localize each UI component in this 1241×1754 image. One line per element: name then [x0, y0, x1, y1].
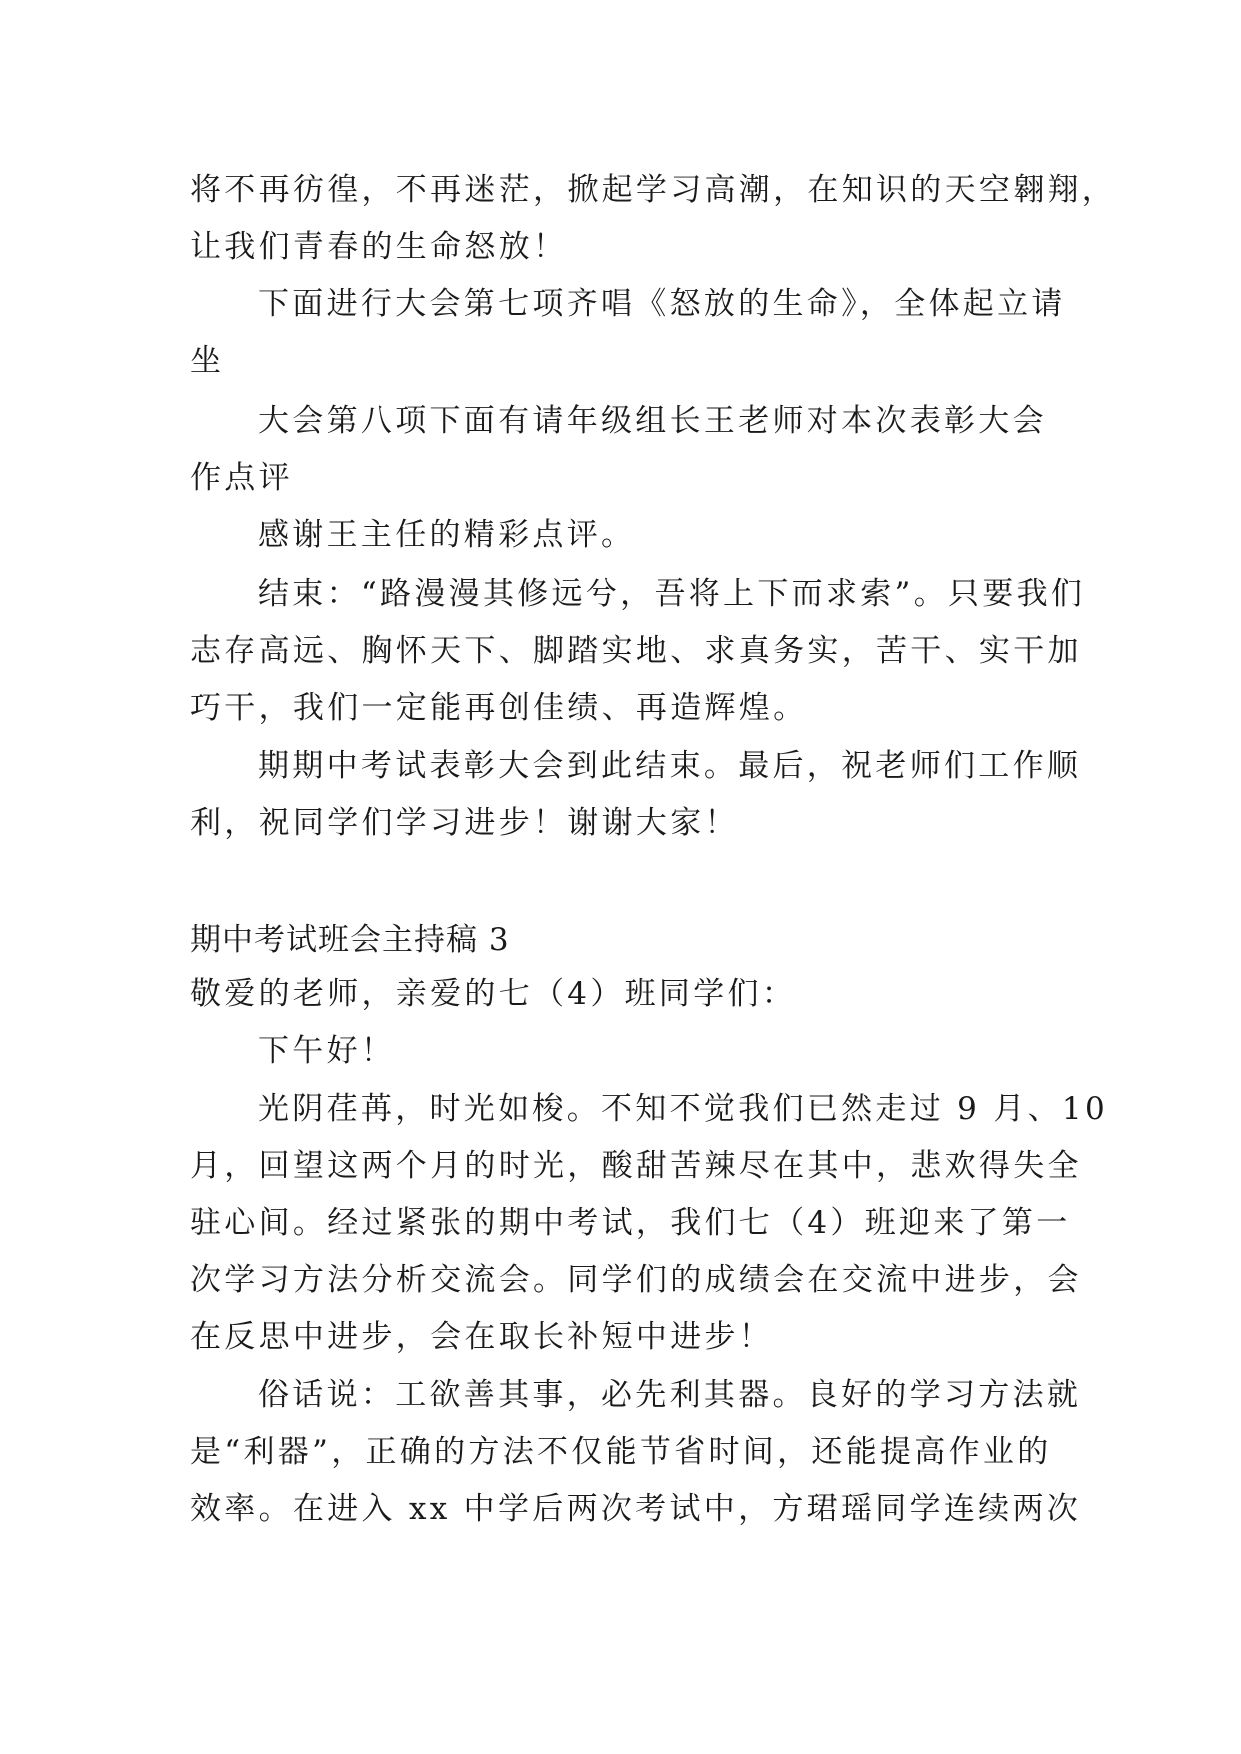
body-line: 是“利器”，正确的方法不仅能节省时间，还能提高作业的: [190, 1434, 1052, 1470]
paragraph-start-line: 光阴荏苒，时光如梭。不知不觉我们已然走过 9 月、10: [258, 1091, 1108, 1127]
body-line: 次学习方法分析交流会。同学们的成绩会在交流中进步，会: [190, 1262, 1082, 1298]
body-line: 作点评: [190, 460, 293, 496]
paragraph-start-line: 期期中考试表彰大会到此结束。最后，祝老师们工作顺: [258, 748, 1082, 784]
body-line: 效率。在进入 xx 中学后两次考试中，方珺瑶同学连续两次: [190, 1491, 1082, 1527]
body-line: 坐: [190, 343, 225, 379]
body-line: 将不再彷徨，不再迷茫，掀起学习高潮，在知识的天空翱翔，: [190, 172, 1117, 208]
body-line: 月，回望这两个月的时光，酸甜苦辣尽在其中，悲欢得失全: [190, 1148, 1082, 1184]
paragraph-start-line: 感谢王主任的精彩点评。: [258, 517, 636, 553]
paragraph-start-line: 大会第八项下面有请年级组长王老师对本次表彰大会: [258, 403, 1047, 439]
paragraph-start-line: 结束：“路漫漫其修远兮，吾将上下而求索”。只要我们: [258, 576, 1086, 612]
paragraph-start-line: 俗话说：工欲善其事，必先利其器。良好的学习方法就: [258, 1377, 1082, 1413]
body-line: 驻心间。经过紧张的期中考试，我们七（4）班迎来了第一: [190, 1205, 1071, 1241]
body-line: 志存高远、胸怀天下、脚踏实地、求真务实，苦干、实干加: [190, 633, 1082, 669]
body-line: 在反思中进步，会在取长补短中进步！: [190, 1319, 774, 1355]
paragraph-start-line: 下面进行大会第七项齐唱《怒放的生命》，全体起立请: [258, 286, 1066, 322]
salutation-line: 敬爱的老师，亲爱的七（4）班同学们：: [190, 976, 797, 1012]
greeting-line: 下午好！: [258, 1033, 396, 1069]
body-line: 利，祝同学们学习进步！谢谢大家！: [190, 805, 739, 841]
section-title: 期中考试班会主持稿 3: [190, 922, 510, 958]
body-line: 让我们青春的生命怒放！: [190, 229, 568, 265]
body-line: 巧干，我们一定能再创佳绩、再造辉煌。: [190, 690, 808, 726]
